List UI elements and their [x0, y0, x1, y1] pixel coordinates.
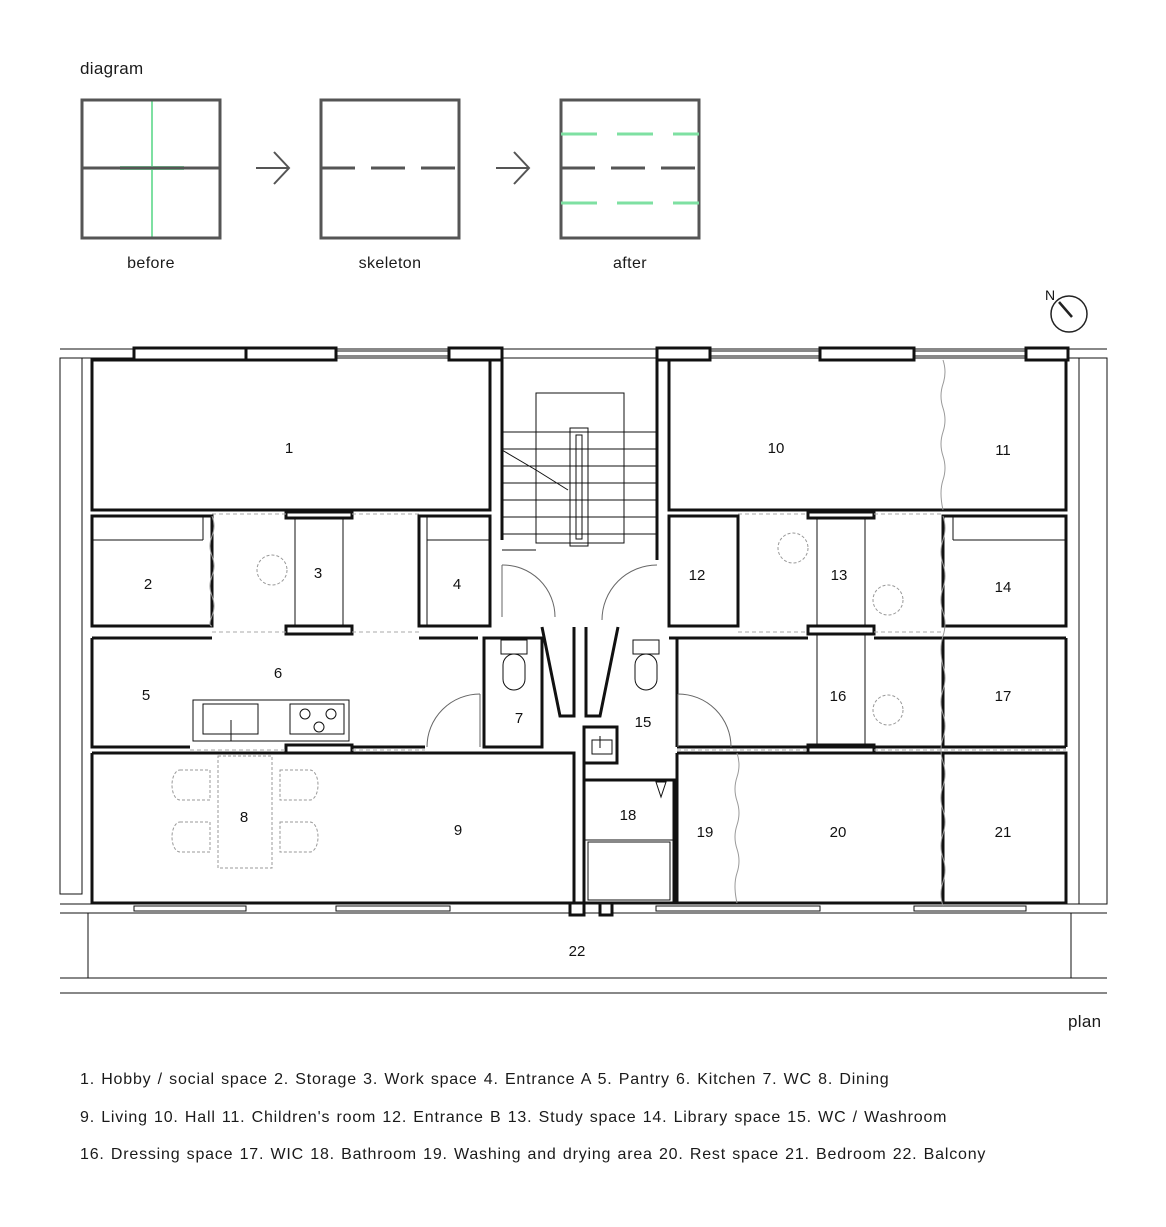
room-11: 11 [995, 442, 1011, 459]
room-3: 3 [313, 565, 323, 582]
room-14: 14 [994, 579, 1012, 596]
room-4: 4 [452, 576, 462, 593]
legend-line-2: 9. Living 10. Hall 11. Children's room 12. Entrance B 13. Study space 14. Library space 15. WC / Washroom [80, 1109, 948, 1126]
room-5: 5 [141, 687, 151, 704]
room-7: 7 [514, 710, 524, 727]
floor-plan [60, 348, 1107, 993]
caption-skeleton: skeleton [358, 255, 422, 272]
room-19: 19 [696, 824, 714, 841]
arrow-1 [256, 152, 289, 184]
room-18: 18 [619, 807, 637, 824]
room-8: 8 [239, 809, 249, 826]
room-20: 20 [829, 824, 847, 841]
room-2: 2 [143, 576, 153, 593]
arrow-2 [496, 152, 529, 184]
compass-needle [1059, 302, 1072, 317]
caption-before: before [127, 255, 175, 272]
plan-label: plan [1068, 1012, 1102, 1031]
room-13: 13 [830, 567, 848, 584]
room-10: 10 [767, 440, 785, 457]
room-12: 12 [688, 567, 706, 584]
legend-line-3: 16. Dressing space 17. WIC 18. Bathroom 19. Washing and drying area 20. Rest space 21. Bedroom 22. Balcony [80, 1146, 987, 1163]
room-22: 22 [568, 943, 586, 960]
room-15: 15 [634, 714, 652, 731]
room-1: 1 [284, 440, 294, 457]
compass-label: N [1045, 287, 1056, 303]
room-17: 17 [994, 688, 1012, 705]
legend-line-1: 1. Hobby / social space 2. Storage 3. Work space 4. Entrance A 5. Pantry 6. Kitchen 7. WC 8. Dining [80, 1071, 890, 1088]
caption-after: after [612, 255, 647, 272]
room-9: 9 [453, 822, 463, 839]
room-21: 21 [994, 824, 1012, 841]
compass [1045, 287, 1087, 332]
room-6: 6 [273, 665, 283, 682]
diagram-skeleton [321, 100, 459, 238]
diagram-title: diagram [80, 59, 144, 78]
room-16: 16 [829, 688, 847, 705]
diagram-after [561, 100, 699, 238]
diagram-before [82, 100, 220, 238]
